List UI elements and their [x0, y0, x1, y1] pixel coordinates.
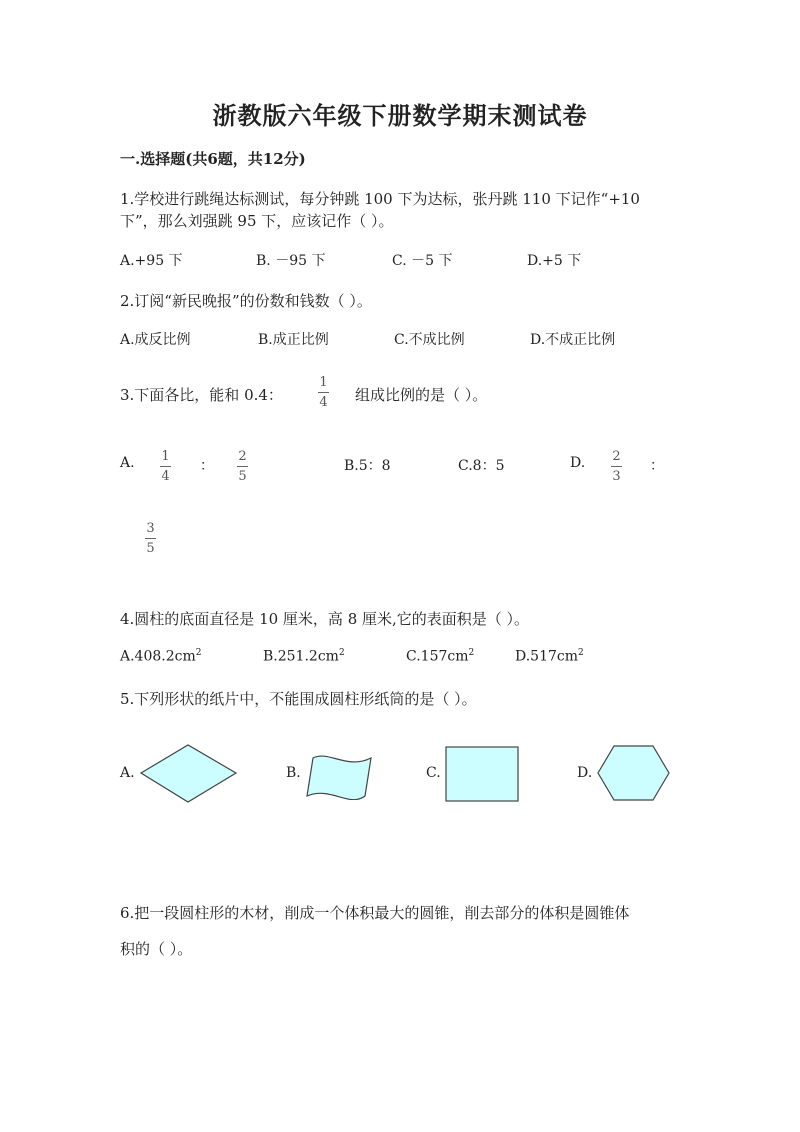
fraction-bar [611, 466, 622, 467]
fraction-bar [318, 392, 329, 393]
q3-fraction [318, 376, 329, 409]
fraction-denominator: 4 [319, 395, 328, 410]
q6-text-line2: 积的（ ）。 [120, 940, 193, 958]
q3-option-d-label: D. [570, 455, 586, 471]
rhombus-polygon [141, 745, 236, 802]
fraction-denominator: 3 [612, 469, 621, 484]
q5-option-b-label: B. [286, 765, 301, 781]
q2-option-a: A.成反比例 [120, 332, 191, 348]
q4-option-b-sup: 2 [338, 648, 345, 658]
q1-option-a: A.+95 下 [120, 253, 183, 269]
q3-option-a-colon: ： [200, 458, 214, 474]
fraction-bar [237, 466, 248, 467]
rectangle-shape [445, 746, 519, 802]
q4-option-d-sup: 2 [578, 648, 584, 658]
fraction-denominator: 4 [161, 469, 170, 484]
q4-option-a-sup: 2 [195, 648, 202, 658]
q1-text-line1: 1.学校进行跳绳达标测试，每分钟跳 100 下为达标，张丹跳 110 下记作“+10 [120, 190, 640, 208]
q3-text-before: 3.下面各比，能和 0.4： [120, 386, 283, 404]
q1-option-c: C. －5 下 [392, 253, 453, 269]
q5-text: 5.下列形状的纸片中，不能围成圆柱形纸筒的是（ ）。 [120, 690, 477, 708]
q1-option-d: D.+5 下 [527, 253, 582, 269]
q4-option-b [263, 648, 345, 665]
q3-option-c: C.8：5 [458, 458, 505, 474]
q1-option-b: B. －95 下 [256, 253, 326, 269]
q6-text-line1: 6.把一段圆柱形的木材，削成一个体积最大的圆锥，削去部分的体积是圆锥体 [120, 904, 630, 922]
q3-option-a-fraction-2 [237, 450, 248, 483]
q2-option-d: D.不成正比例 [530, 332, 616, 348]
q4-option-b-value: B.251.2cm [263, 648, 339, 665]
q5-option-d-label: D. [577, 765, 593, 781]
wavy-paper-shape [305, 752, 373, 800]
hexagon-shape [597, 745, 671, 801]
page-title: 浙教版六年级下册数学期末测试卷 [212, 101, 588, 130]
q3-option-d-colon: ： [650, 458, 664, 474]
q4-option-c-sup: 2 [468, 648, 475, 658]
wavy-paper-path [307, 756, 371, 800]
q4-option-c-value: C.157cm [406, 648, 469, 665]
q2-option-b: B.成正比例 [258, 332, 329, 348]
q2-option-c: C.不成比例 [394, 332, 465, 348]
q4-text: 4.圆柱的底面直径是 10 厘米，高 8 厘米,它的表面积是（ ）。 [120, 610, 530, 628]
q3-option-a-fraction-1 [160, 450, 171, 483]
q3-option-d-fraction-2 [145, 522, 156, 555]
rectangle-rect [446, 747, 518, 801]
q1-text-line2: 下”，那么刘强跳 95 下，应该记作（ ）。 [120, 212, 394, 230]
fraction-numerator: 1 [161, 449, 170, 464]
q4-option-d [515, 648, 584, 665]
section-heading: 一.选择题(共6题，共12分) [120, 150, 306, 168]
rhombus-shape [140, 744, 238, 804]
q3-option-b: B.5：8 [344, 458, 391, 474]
fraction-numerator: 2 [238, 449, 247, 464]
fraction-bar [160, 466, 171, 467]
q3-option-a-label: A. [120, 455, 135, 471]
q2-text: 2.订阅“新民晚报”的份数和钱数（ ）。 [120, 292, 372, 310]
q3-option-d-fraction-1 [611, 450, 622, 483]
hexagon-polygon [598, 746, 669, 800]
q5-option-a-label: A. [120, 765, 135, 781]
q4-option-d-value: D.517cm [515, 648, 579, 665]
q4-option-a-value: A.408.2cm [120, 648, 196, 665]
fraction-numerator: 1 [319, 375, 328, 390]
fraction-bar [145, 538, 156, 539]
q4-option-a [120, 648, 202, 665]
fraction-numerator: 3 [146, 521, 155, 536]
fraction-numerator: 2 [612, 449, 621, 464]
q4-option-c [406, 648, 474, 665]
fraction-denominator: 5 [238, 469, 247, 484]
fraction-denominator: 5 [146, 541, 155, 556]
q5-option-c-label: C. [426, 765, 441, 781]
q3-text-after: 组成比例的是（ ）。 [355, 386, 488, 404]
